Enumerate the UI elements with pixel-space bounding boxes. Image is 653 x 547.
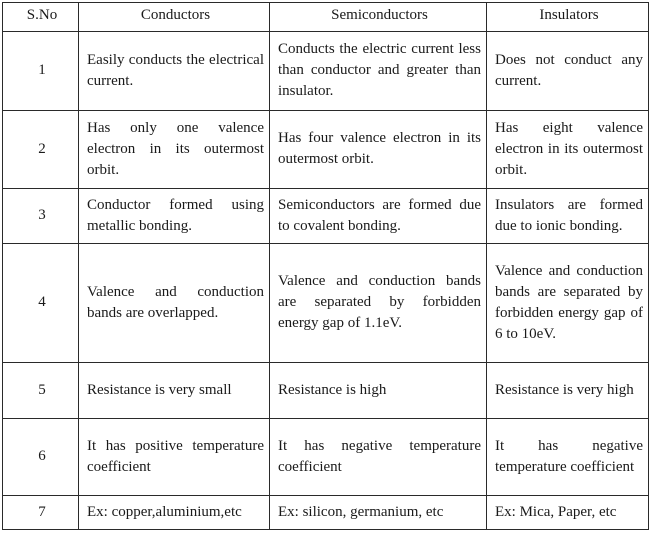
table-row — [3, 419, 649, 496]
cell-semiconductor: Conducts the electric current less than conductor and greater than insulator. — [270, 32, 487, 111]
table-row — [3, 244, 649, 363]
cell-semiconductor: Ex: silicon, germanium, etc — [270, 496, 487, 530]
cell-semiconductor: Has four valence electron in its outermost orbit. — [270, 111, 487, 189]
cell-conductor: Conductor formed using metallic bonding. — [79, 189, 270, 244]
table-row — [3, 496, 649, 530]
table-row — [3, 363, 649, 419]
cell-semiconductor: Resistance is high — [270, 363, 487, 419]
cell-sno: 3 — [3, 189, 79, 244]
header-insulators: Insulators — [487, 3, 649, 32]
cell-insulator: Ex: Mica, Paper, etc — [487, 496, 649, 530]
cell-conductor: It has positive temperature coefficient — [79, 419, 270, 496]
cell-semiconductor: Valence and conduction bands are separated by forbidden energy gap of 1.1eV. — [270, 244, 487, 363]
header-row — [3, 3, 649, 32]
comparison-table — [2, 2, 649, 530]
cell-sno: 4 — [3, 244, 79, 363]
cell-insulator: Does not conduct any current. — [487, 32, 649, 111]
cell-insulator: Valence and conduction bands are separated by forbidden energy gap of 6 to 10eV. — [487, 244, 649, 363]
cell-sno: 5 — [3, 363, 79, 419]
cell-conductor: Has only one valence electron in its outermost orbit. — [79, 111, 270, 189]
cell-insulator: Has eight valence electron in its outermost orbit. — [487, 111, 649, 189]
cell-sno: 7 — [3, 496, 79, 530]
cell-conductor: Ex: copper,aluminium,etc — [79, 496, 270, 530]
cell-insulator: Insulators are formed due to ionic bonding. — [487, 189, 649, 244]
cell-conductor: Valence and conduction bands are overlapped. — [79, 244, 270, 363]
table-row — [3, 189, 649, 244]
header-conductors: Conductors — [79, 3, 270, 32]
header-semiconductors: Semiconductors — [270, 3, 487, 32]
cell-semiconductor: It has negative temperature coefficient — [270, 419, 487, 496]
cell-insulator: Resistance is very high — [487, 363, 649, 419]
cell-sno: 1 — [3, 32, 79, 111]
cell-conductor: Easily conducts the electrical current. — [79, 32, 270, 111]
table-row — [3, 32, 649, 111]
cell-semiconductor: Semiconductors are formed due to covalent bonding. — [270, 189, 487, 244]
cell-sno: 2 — [3, 111, 79, 189]
cell-insulator: It has negative temperature coefficient — [487, 419, 649, 496]
cell-conductor: Resistance is very small — [79, 363, 270, 419]
cell-sno: 6 — [3, 419, 79, 496]
header-sno: S.No — [3, 3, 79, 32]
table-row — [3, 111, 649, 189]
